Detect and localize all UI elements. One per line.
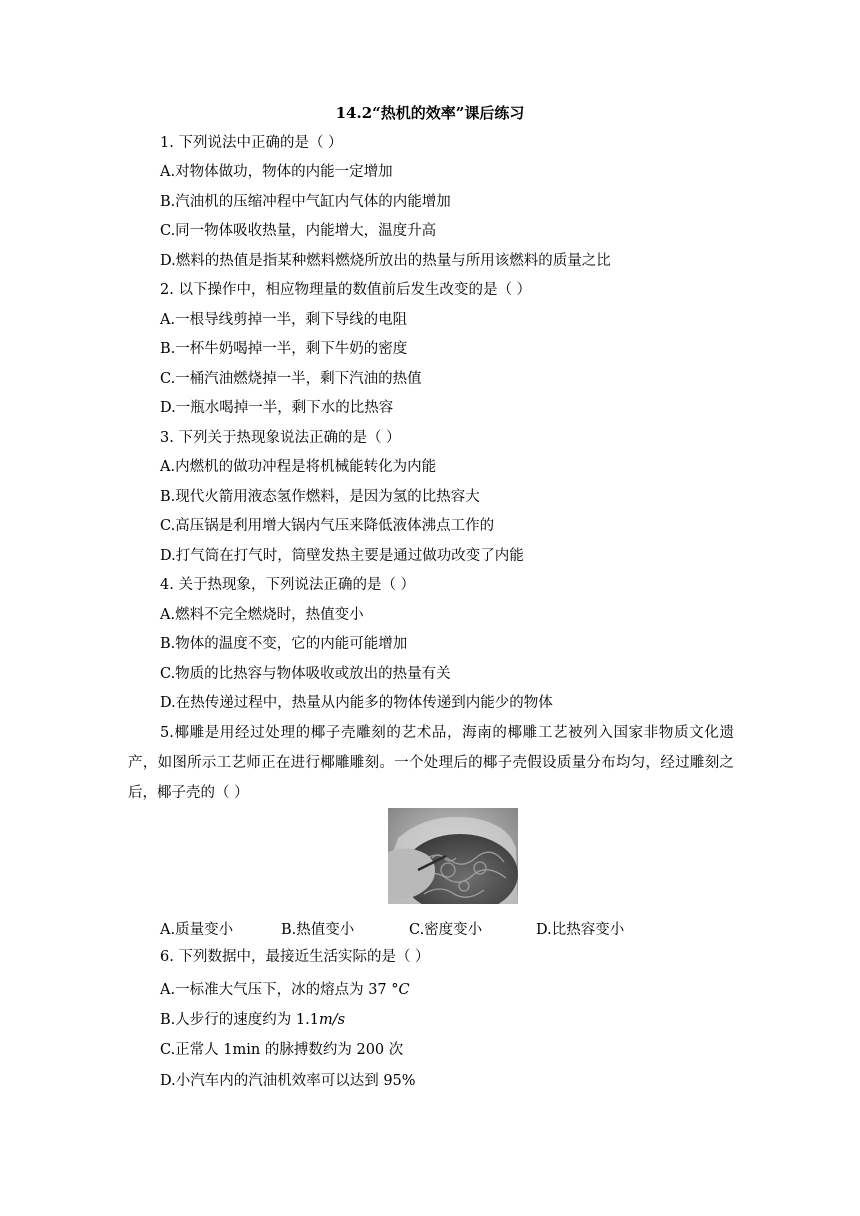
- coconut-carving-image: [388, 808, 518, 904]
- q3-option-d: D.打气筒在打气时，筒壁发热主要是通过做功改变了内能: [160, 548, 524, 564]
- q6-option-d: D.小汽车内的汽油机效率可以达到 95%: [160, 1073, 416, 1089]
- q3-option-b: B.现代火箭用液态氢作燃料，是因为氢的比热容大: [160, 489, 480, 505]
- q2-option-b: B.一杯牛奶喝掉一半，剩下牛奶的密度: [160, 341, 408, 357]
- q6-option-b-text: B.人步行的速度约为 1.1: [160, 1012, 319, 1028]
- q3-option-a: A.内燃机的做功冲程是将机械能转化为内能: [160, 459, 437, 475]
- q2-option-c: C.一桶汽油燃烧掉一半，剩下汽油的热值: [160, 371, 422, 387]
- page-title: 14.2“热机的效率”课后练习: [335, 104, 525, 122]
- q1-stem: 1. 下列说法中正确的是（ ）: [160, 135, 343, 151]
- q1-option-a: A.对物体做功，物体的内能一定增加: [160, 164, 393, 180]
- coconut-carving-photo: [388, 808, 518, 904]
- q6-option-a-unit: °C: [391, 982, 410, 998]
- q1-option-c: C.同一物体吸收热量，内能增大，温度升高: [160, 223, 437, 239]
- q2-option-a: A.一根导线剪掉一半，剩下导线的电阻: [160, 312, 408, 328]
- q3-stem: 3. 下列关于热现象说法正确的是（ ）: [160, 430, 401, 446]
- q4-option-d: D.在热传递过程中，热量从内能多的物体传递到内能少的物体: [160, 695, 553, 711]
- q1-option-d: D.燃料的热值是指某种燃料燃烧所放出的热量与所用该燃料的质量之比: [160, 253, 611, 269]
- q4-option-b: B.物体的温度不变，它的内能可能增加: [160, 636, 408, 652]
- q6-option-b: [160, 1010, 345, 1030]
- q6-option-a-text: A.一标准大气压下，冰的熔点为 37: [160, 982, 392, 998]
- q5-option-b: B.热值变小: [281, 922, 355, 938]
- q6-stem: 6. 下列数据中，最接近生活实际的是（ ）: [160, 949, 430, 965]
- q3-option-c: C.高压锅是利用增大锅内气压来降低液体沸点工作的: [160, 518, 495, 534]
- q6-option-c: C.正常人 1min 的脉搏数约为 200 次: [160, 1042, 404, 1058]
- q5-option-a: A.质量变小: [160, 922, 234, 938]
- q6-option-b-unit: m/s: [318, 1012, 346, 1028]
- q5-stem: 5.椰雕是用经过处理的椰子壳雕刻的艺术品，海南的椰雕工艺被列入国家非物质文化遗产，如图所示工艺师正在进行椰雕雕刻。一个处理后的椰子壳假设质量分布均匀，经过雕刻之后，椰子壳的（ ）: [128, 725, 734, 801]
- q2-stem: 2. 以下操作中，相应物理量的数值前后发生改变的是（ ）: [160, 282, 532, 298]
- q6-option-a: [160, 980, 410, 1000]
- q1-option-b: B.汽油机的压缩冲程中气缸内气体的内能增加: [160, 194, 451, 210]
- q4-stem: 4. 关于热现象，下列说法正确的是（ ）: [160, 577, 416, 593]
- q4-option-c: C.物质的比热容与物体吸收或放出的热量有关: [160, 666, 451, 682]
- q4-option-a: A.燃料不完全燃烧时，热值变小: [160, 607, 364, 623]
- q5-option-d: D.比热容变小: [536, 922, 625, 938]
- q5-option-c: C.密度变小: [409, 922, 483, 938]
- q2-option-d: D.一瓶水喝掉一半，剩下水的比热容: [160, 400, 394, 416]
